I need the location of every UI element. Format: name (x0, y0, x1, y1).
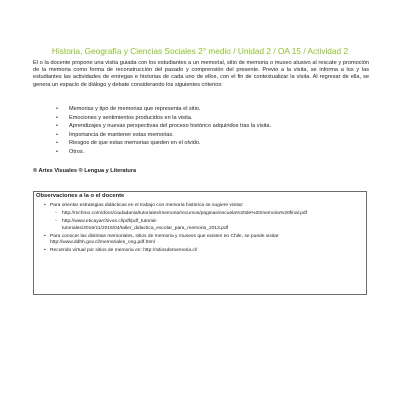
connection-icon: ® (33, 168, 38, 174)
connection-icon: ® (78, 168, 83, 174)
subject-language: Lengua y Literatura (84, 168, 137, 174)
observation-bullet: • Para orientar estrategias didácticas en el trabajo con memoria histórica se sugiere visitar: (50, 203, 244, 209)
activity-description: El o la docente propone una visita guiada con los estudiantes a un memorial, sitio de memoria o museo alusivo al rescate y promoción de la memoria como forma de reconstrucción del pasado y comprensión del presente. Previo a la visita, se informa a los y las estudiantes las actividades de entregas e historias de cada uno de ellos, con el fin de contextualizar la visita. Al regresar de ella, se genera un espacio de diálogo y debate considerando los siguientes criterios: (33, 60, 369, 88)
criteria-item: • Riesgos de que estas memorias queden en el olvido. (56, 139, 356, 148)
observations-title: Observaciones a la o el docente (36, 193, 125, 199)
resource-link-continued[interactable]: tutoriales/2016/11/2016/04/taller_didactica_escolar_para_memoria_2013.pdf (62, 226, 229, 231)
observation-bullet: • Para conocer las distintas memoriales, sitios de memoria y museos que existen en Chile, se puede visitar http://www.ddhh.gov.cl/memoriales_ong.pdf.html (50, 234, 350, 246)
observation-bullet: • Recorrido virtual por sitios de memoria en: http://sitiosdememoria.cl/ (50, 248, 197, 254)
subject-art: Artes Visuales (38, 168, 77, 174)
subject-connections (33, 168, 136, 174)
criteria-item: • Otros. (56, 148, 356, 157)
criteria-item: • Aprendizajes y nuevas perspectivas del proceso histórico adquiridos tras la visita. (56, 122, 356, 131)
criteria-item: • Emociones y sentimientos producidos en la visita. (56, 114, 356, 123)
resource-link[interactable]: ◦ http://mchmo.com/docs/ciudadania/tutoriales/memoria/recursos/paginas/escuela%20de%20memoria%20final.pdf (62, 211, 307, 217)
resource-link[interactable]: ◦ http://www.eticayarchivos.cl/pdf/pdf_tutorial- (62, 219, 157, 225)
page-header: Historia, Geografía y Ciencias Sociales 2° medio / Unidad 2 / OA 15 / Actividad 2 (51, 46, 349, 56)
criteria-item: • Memorias y tipo de memorias que representa el sitio. (56, 105, 356, 114)
criteria-item: • Importancia de mantener estas memorias. (56, 131, 356, 140)
criteria-list (56, 105, 356, 157)
